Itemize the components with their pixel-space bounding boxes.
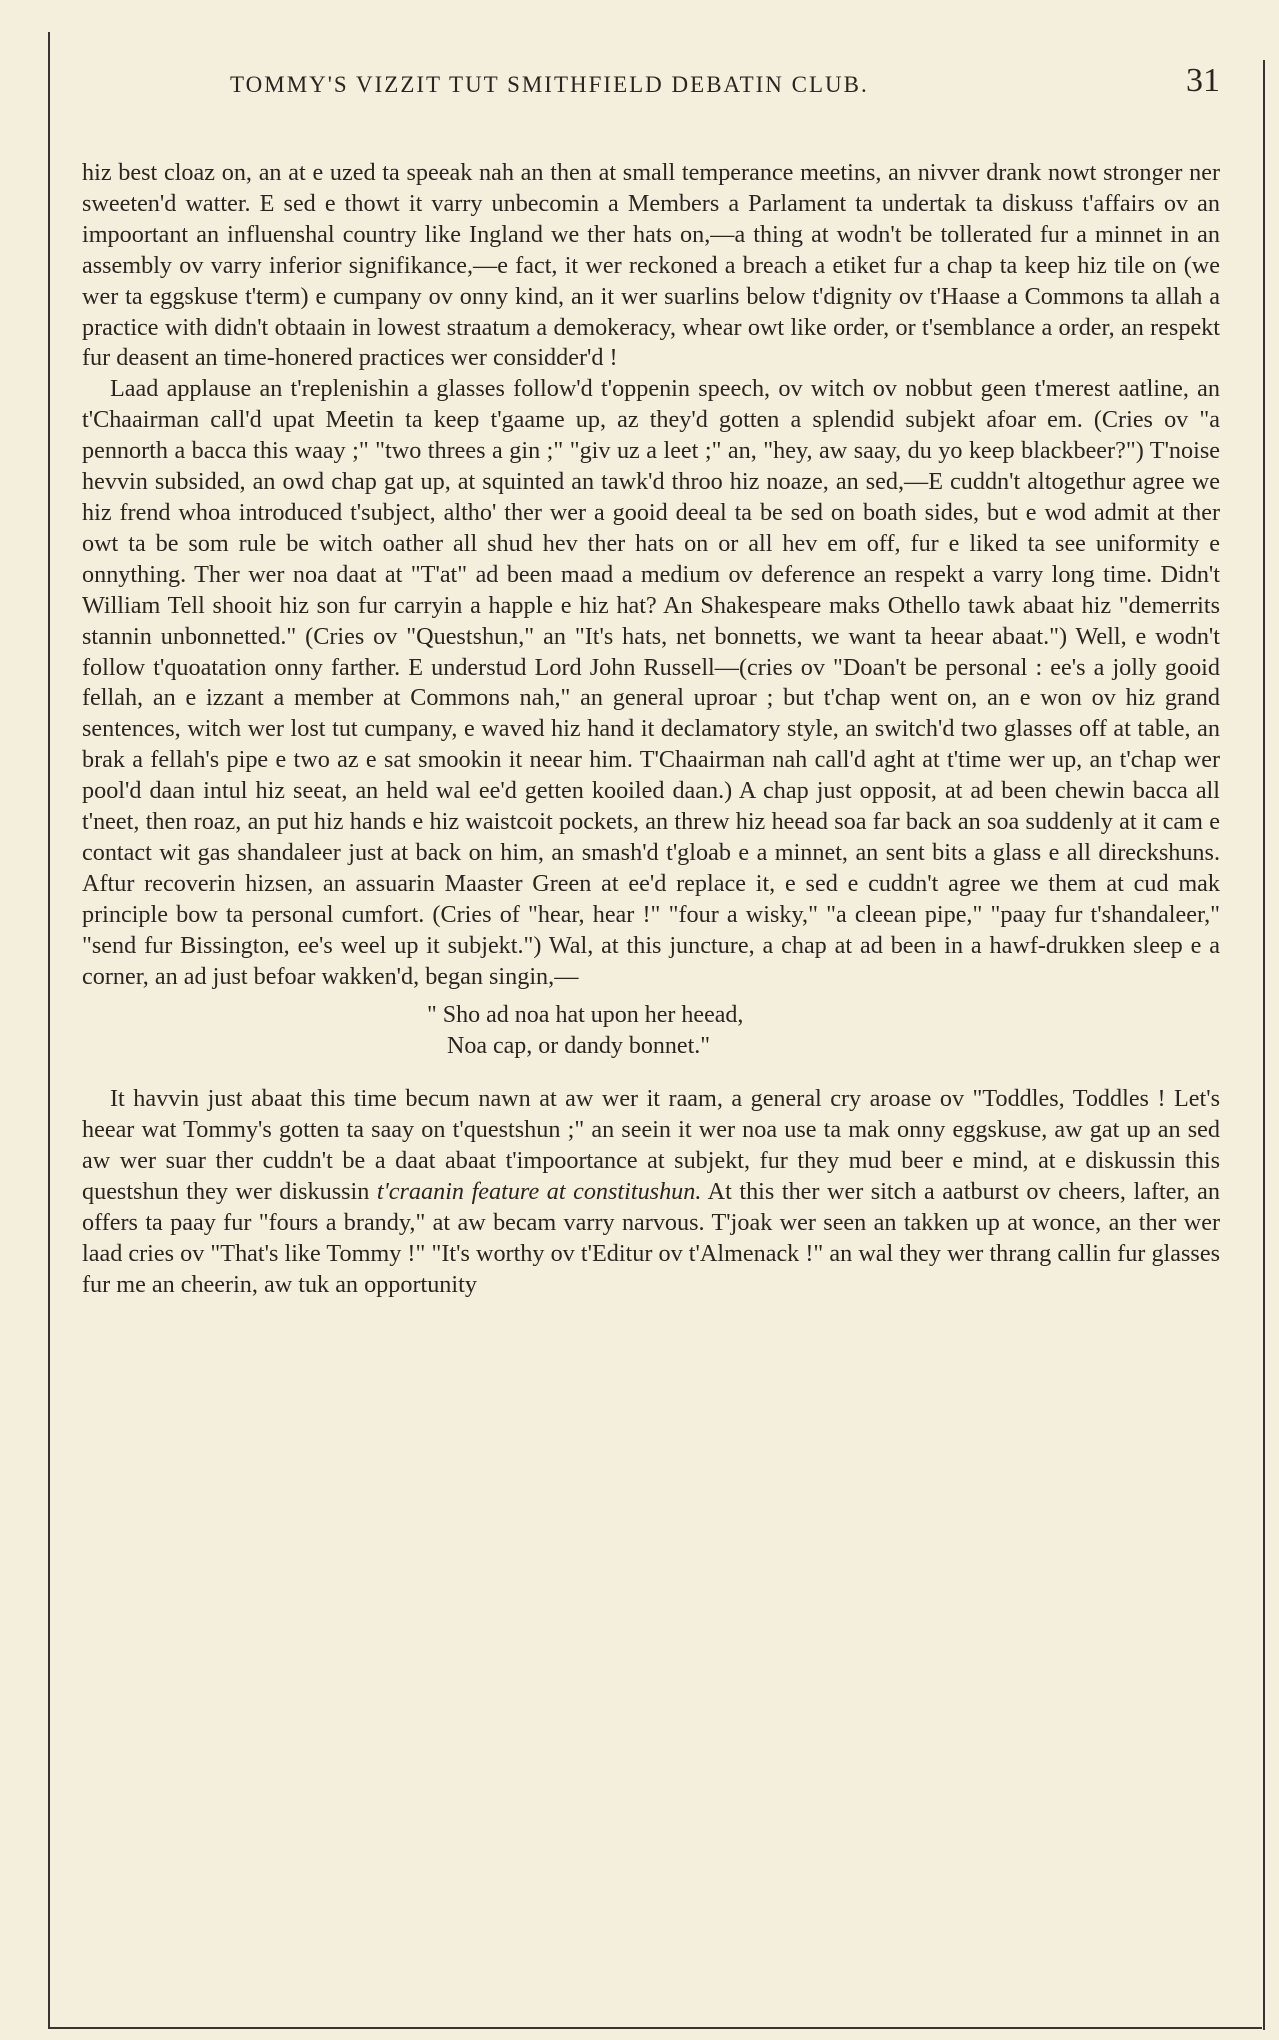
paragraph-3-text: It havvin just abaat this time becum nawn at aw wer it raam, a general cry aroase ov "Toddles, Toddles ! Let's heear wat Tommy's gotten ta saay on t'questshun ;" an seein it wer noa use ta mak onny eggskuse, aw gat up an sed aw wer suar ther cuddn't be a daat abaat t'impoortance at subjekt, fur they mud beer e mind, at e diskussin this questshun they wer diskussin (82, 1085, 1220, 1206)
paragraph-3 (82, 1084, 1220, 1300)
page-header (80, 60, 1220, 104)
verse-line-1: " Sho ad noa hat upon her heead, (427, 1002, 744, 1029)
verse-line-2: Noa cap, or dandy bonnet." (447, 1033, 711, 1060)
page-number: 31 (1186, 62, 1220, 99)
body-text (82, 158, 1220, 1301)
italic-phrase: t'craanin feature at constitushun. (376, 1178, 702, 1206)
paragraph-3-continued: At this ther wer sitch a aatburst ov cheers, lafter, an offers ta paay fur "fours a brandy," at aw becam varry narvous. T'joak wer seen an takken up at wonce, an ther wer laad cries ov "That's like Tommy !" "It's worthy ov t'Editur ov t'Almenack !" an wal they wer thrang callin fur glasses fur me an cheerin, aw tuk an opportunity (82, 1178, 1220, 1298)
paragraph-1: hiz best cloaz on, an at e uzed ta speeak nah an then at small temperance meetins, an nivver drank nowt stronger ner sweeten'd watter. E sed e thowt it varry unbecomin a Members a Parlament ta undertak ta diskuss t'affairs ov an impoortant an influenshal country like Ingland we ther hats on,—a thing at wodn't be tollerated fur a minnet in an assembly ov varry inferior signifikance,—e fact, it wer reckoned a breach a etiket fur a chap ta keep hiz tile on (we wer ta eggskuse t'term) e cumpany ov onny kind, an it wer suarlins below t'dignity ov t'Haase a Commons ta allah a practice with didn't obtaain in lowest straatum a demokeracy, whear owt like order, or t'semblance a order, an respekt fur deasent an time-honered practices wer considder'd ! (82, 159, 1220, 372)
running-title: TOMMY'S VIZZIT TUT SMITHFIELD DEBATIN CLUB. (230, 72, 869, 97)
paragraph-2: Laad applause an t'replenishin a glasses follow'd t'oppenin speech, ov witch ov nobbut geen t'merest aatline, an t'Chaairman call'd upat Meetin ta keep t'gaame up, az they'd gotten a splendid subjekt afoar em. (Cries ov "a pennorth a bacca this waay ;" "two threes a gin ;" "giv uz a leet ;" an, "hey, aw saay, du yo keep blackbeer?") T'noise hevvin subsided, an owd chap gat up, at squinted an tawk'd throo hiz noaze, an sed,—E cuddn't altogethur agree we hiz frend whoa introduced t'subject, altho' ther wer a gooid deeal ta be sed on boath sides, but e wod admit at ther owt ta be som rule be witch oather all shud hev ther hats on or all hev em off, fur e liked ta see uniformity e onnything. Ther wer noa daat at "T'at" ad been maad a medium ov deference an respekt a varry long time. Didn't William Tell shooit hiz son fur carryin a happle e hiz hat? An Shakespeare maks Othello tawk abaat hiz "demerrits stannin unbonnetted." (Cries ov "Questshun," an "It's hats, net bonnetts, we want ta heear abaat.") Well, e wodn't follow t'quoatation onny farther. E understud Lord John Russell—(cries ov "Doan't be personal : ee's a jolly gooid fellah, an e izzant a member at Commons nah," an general uproar ; but t'chap went on, an e won ov hiz grand sentences, witch wer lost tut cumpany, e waved hiz hand it declamatory style, an switch'd two glasses off at table, an brak a fellah's pipe e two az e sat smookin it neear him. T'Chaairman nah call'd aght at t'time wer up, an t'chap wer pool'd daan intul hiz seeat, an held wal ee'd getten kooiled daan.) A chap just opposit, at ad been chewin bacca all t'neet, then roaz, an put hiz hands e hiz waistcoit pockets, an threw hiz heead soa far back an soa suddenly at it cam e contact wit gas shandaleer just at back on him, an smash'd t'gloab e a minnet, an sent bits a glass e all direckshuns. Aftur recoverin hizsen, an assuarin Maaster Green at ee'd replace it, e sed e cuddn't agree we them at cud mak principle bow ta personal cumfort. (Cries of "hear, hear !" "four a wisky," "a cleean pipe," "paay fur t'shandaleer," "send fur Bissington, ee's weel up it subjekt.") Wal, at this juncture, a chap at ad been in a hawf-drukken sleep e a corner, an ad just befoar wakken'd, began singin,— (82, 375, 1220, 990)
page-border-right (1263, 60, 1265, 2030)
verse-quote (82, 1000, 1220, 1062)
